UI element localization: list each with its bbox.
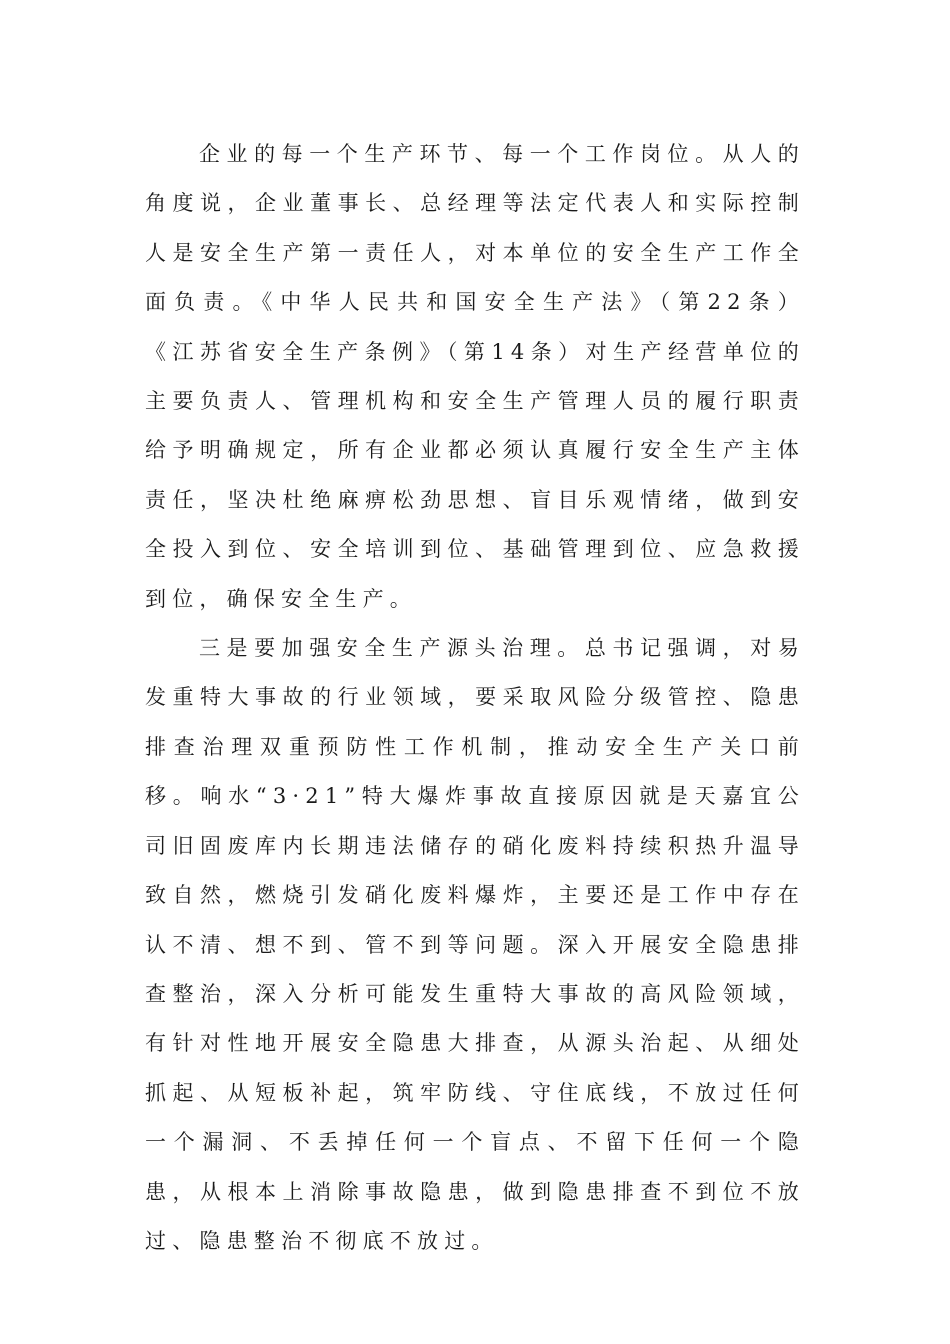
document-body xyxy=(145,130,805,1266)
paragraph-2: 三是要加强安全生产源头治理。总书记强调，对易发重特大事故的行业领域，要采取风险分级管控、隐患排查治理双重预防性工作机制，推动安全生产关口前移。响水“3·21”特大爆炸事故直接原因就是天嘉宜公司旧固废库内长期违法储存的硝化废料持续积热升温导致自然，燃烧引发硝化废料爆炸，主要还是工作中存在认不清、想不到、管不到等问题。深入开展安全隐患排查整治，深入分析可能发生重特大事故的高风险领域，有针对性地开展安全隐患大排查，从源头治起、从细处抓起、从短板补起，筑牢防线、守住底线，不放过任何一个漏洞、不丢掉任何一个盲点、不留下任何一个隐患，从根本上消除事故隐患，做到隐患排查不到位不放过、隐患整治不彻底不放过。 xyxy=(145,636,805,1253)
paragraph-1: 企业的每一个生产环节、每一个工作岗位。从人的角度说，企业董事长、总经理等法定代表人和实际控制人是安全生产第一责任人，对本单位的安全生产工作全面负责。《中华人民共和国安全生产法》（第22条）《江苏省安全生产条例》（第14条）对生产经营单位的主要负责人、管理机构和安全生产管理人员的履行职责给予明确规定，所有企业都必须认真履行安全生产主体责任，坚决杜绝麻痹松劲思想、盲目乐观情绪，做到安全投入到位、安全培训到位、基础管理到位、应急救援到位，确保安全生产。 xyxy=(145,142,805,611)
